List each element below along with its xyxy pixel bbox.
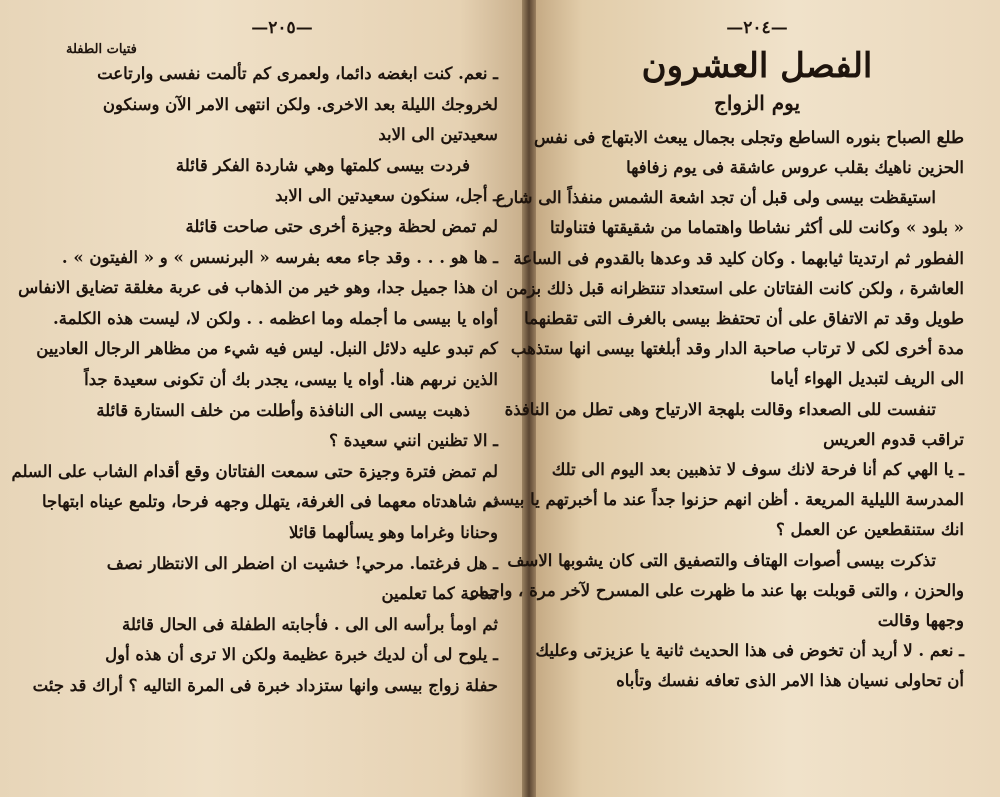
text-line: كم تبدو عليه دلائل النبل. ليس فيه شيء من مظاهر الرجال العاديين bbox=[36, 339, 498, 359]
text-line: ـ ها هو . . . وقد جاء معه بفرسه « البرنسس » و « الفيتون » . bbox=[61, 247, 498, 267]
section-heading: يوم الزواج bbox=[713, 90, 801, 115]
text-line: العاشرة ، ولكن كانت الفتاتان على استعداد تنتظرانه قبل ذلك بزمن bbox=[506, 278, 964, 298]
right-page bbox=[470, 0, 1000, 797]
text-line: لم تمض فترة وجيزة حتى سمعت الفتاتان وقع أقدام الشاب على السلم bbox=[11, 461, 498, 481]
text-line: سعيدتين الى الابد bbox=[378, 125, 498, 145]
text-line: طلع الصباح بنوره الساطع وتجلى بجمال يبعث الابتهاج فى نفس bbox=[533, 127, 964, 147]
text-line: الى الريف لتبديل الهواء أياما bbox=[770, 369, 964, 389]
text-line: وجهها وقالت bbox=[877, 611, 964, 631]
text-line: الحزين ناهيك بقلب عروس عاشقة فى يوم زفافها bbox=[626, 158, 964, 177]
text-line: ذهبت بيسى الى النافذة وأطلت من خلف الستارة قائلة bbox=[96, 400, 470, 420]
text-line: تنفست للى الصعداء وقالت بلهجة الارتياح وهى تطل من النافذة bbox=[504, 399, 936, 419]
text-line: ـ أجل، سنكون سعيدتين الى الابد bbox=[275, 186, 498, 206]
text-line: أن تحاولى نسيان هذا الامر الذى تعافه نفسك وتأباه bbox=[616, 671, 964, 691]
text-line: لم تمض لحظة وجيزة أخرى حتى صاحت قائلة bbox=[185, 216, 498, 236]
text-line: ـ نعم. كنت ابغضه دائما، ولعمرى كم تألمت نفسى وارتاعت bbox=[97, 64, 498, 83]
text-line: المدرسة الليلية المريعة . أظن انهم حزنوا جداً عند ما أخبرتهم يا بيسى bbox=[486, 490, 964, 510]
text-line: ـ نعم . لا أريد أن تخوض فى هذا الحديث ثانية يا عزيزتى وعليك bbox=[535, 641, 964, 661]
text-line: الذين نرىهم هنا. أواه يا بيسى، يجدر بك أن تكونى سعيدة جداً bbox=[84, 369, 498, 389]
text-line: ـ يا الهي كم أنا فرحة لانك سوف لا تذهبين بعد اليوم الى تلك bbox=[551, 460, 964, 480]
text-line: ثم اومأ برأسه الى الى . فأجابته الطفلة فى الحال قائلة bbox=[122, 614, 498, 634]
text-line: حفلة زواج بيسى وانها ستزداد خبرة فى المرة التاليه ؟ أراك قد جئت bbox=[32, 675, 498, 695]
text-line: ساعة كما تعلمين bbox=[381, 584, 498, 604]
text-line: طويل وقد تم الاتفاق على أن تحتفظ بيسى بالغرف التى تقطنهما bbox=[524, 309, 964, 329]
body-text bbox=[470, 123, 964, 697]
text-line: استيقظت بيسى ولى قبل أن تجد اشعة الشمس منفذاً الى شارع bbox=[495, 188, 936, 208]
text-line: وحنانا وغراما وهو يسألهما قائلا bbox=[288, 522, 498, 542]
page-number: —٢٠٤— bbox=[726, 18, 788, 38]
text-line: لخروجك الليلة بعد الاخرى. ولكن انتهى الامر الآن وسنكون bbox=[102, 94, 498, 114]
text-line: ـ هل فرغتما. مرحي! خشيت ان اضطر الى الانتظار نصف bbox=[106, 553, 498, 573]
text-line: ان هذا جميل جدا، وهو خير من الذهاب فى عربة مغلقة تضايق الانفاس bbox=[18, 278, 498, 298]
text-line: مدة أخرى لكى لا ترتاب صاحبة الدار وقد أبلغتها بيسى انها ستذهب bbox=[510, 339, 964, 359]
running-head: فتيات الطفلة bbox=[66, 42, 137, 57]
page-number: —٢٠٥— bbox=[251, 18, 313, 38]
text-line: ـ يلوح لى أن لديك خبرة عظيمة ولكن الا ترى أن هذه أول bbox=[105, 645, 498, 665]
text-line: « بلود » وكانت للى أكثر نشاطا واهتماما من شقيقتها فتناولتا bbox=[550, 218, 964, 238]
text-line: تراقب قدوم العريس bbox=[823, 429, 964, 449]
text-line: انك ستنقطعين عن العمل ؟ bbox=[776, 520, 964, 540]
text-line: والحزن ، والتى قوبلت بها عند ما ظهرت على المسرح لآخر مرة ، واحمر bbox=[470, 580, 964, 600]
body-text bbox=[11, 59, 498, 701]
text-line: تذكرت بيسى أصوات الهتاف والتصفيق التى كان يشوبها الاسف bbox=[507, 550, 936, 570]
text-line: أواه يا بيسى ما أجمله وما اعظمه . . ولكن لا، ليست هذه الكلمة. bbox=[53, 308, 498, 328]
text-line: فردت بيسى كلمتها وهي شاردة الفكر قائلة bbox=[175, 155, 470, 175]
text-line: الفطور ثم ارتديتا ثيابهما . وكان كليد قد وعدها بالقدوم فى الساعة bbox=[513, 248, 964, 268]
text-line: ثم شاهدتاه معهما فى الغرفة، يتهلل وجهه فرحا، وتلمع عيناه ابتهاجا bbox=[42, 492, 498, 512]
chapter-title: الفصل العشرون bbox=[641, 46, 873, 86]
text-line: ـ الا تظنين انني سعيدة ؟ bbox=[329, 431, 498, 451]
